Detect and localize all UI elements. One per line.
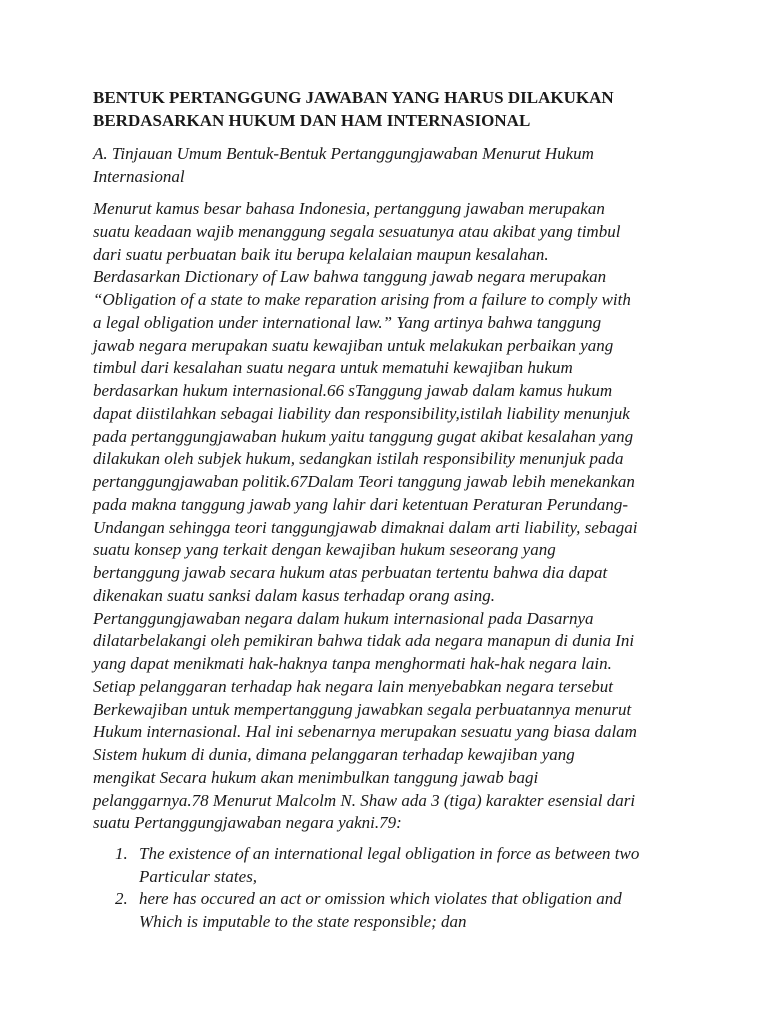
title-line: BERDASARKAN HUKUM DAN HAM INTERNASIONAL [93, 111, 531, 130]
document-page [93, 86, 683, 933]
obligation-list [93, 843, 683, 933]
body-line: dikenakan suatu sanksi dalam kasus terhadap orang asing. [93, 585, 496, 605]
body-line: Setiap pelanggaran terhadap hak negara lain menyebabkan negara tersebut [93, 676, 613, 696]
body-line: pada makna tanggung jawab yang lahir dari ketentuan Peraturan Perundang- [93, 494, 628, 514]
subheading-line: Internasional [93, 167, 185, 186]
subheading-line: A. Tinjauan Umum Bentuk-Bentuk Pertanggungjawaban Menurut Hukum [93, 144, 594, 163]
body-line: jawab negara merupakan suatu kewajiban untuk melakukan perbaikan yang [93, 335, 614, 355]
body-line: yang dapat menikmati hak-haknya tanpa menghormati hak-hak negara lain. [93, 654, 612, 673]
body-line: bertanggung jawab secara hukum atas perbuatan tertentu bahwa dia dapat [93, 563, 608, 582]
body-line: timbul dari kesalahan suatu negara untuk mematuhi kewajiban hukum [93, 358, 573, 378]
body-line: dilakukan oleh subjek hukum, sedangkan istilah responsibility menunjuk pada [93, 449, 624, 469]
list-item-number: 1. [115, 844, 128, 863]
body-line: dapat diistilahkan sebagai liability dan responsibility,istilah liability menunjuk [93, 403, 630, 423]
body-line: Sistem hukum di dunia, dimana pelanggaran terhadap kewajiban yang [93, 745, 575, 764]
body-line: Pertanggungjawaban negara dalam hukum internasional pada Dasarnya [93, 608, 594, 628]
body-line: dilatarbelakangi oleh pemikiran bahwa tidak ada negara manapun di dunia Ini [93, 631, 635, 651]
list-item-line: The existence of an international legal obligation in force as between two [139, 844, 640, 863]
body-line: pada pertanggungjawaban hukum yaitu tanggung gugat akibat kesalahan yang [93, 426, 634, 446]
body-line: Undangan sehingga teori tanggungjawab dimaknai dalam arti liability, sebagai [93, 517, 638, 537]
list-item-number: 2. [115, 889, 128, 908]
body-line: “Obligation of a state to make reparation arising from a failure to comply with [93, 290, 631, 309]
document-title [93, 86, 683, 132]
body-line: Berdasarkan Dictionary of Law bahwa tanggung jawab negara merupakan [93, 267, 607, 287]
body-line: Hukum internasional. Hal ini sebenarnya merupakan sesuatu yang biasa dalam [93, 722, 637, 742]
body-line: berdasarkan hukum internasional.66 sTanggung jawab dalam kamus hukum [93, 381, 613, 400]
body-line: a legal obligation under international law.” Yang artinya bahwa tanggung [93, 312, 602, 332]
title-line: BENTUK PERTANGGUNG JAWABAN YANG HARUS DILAKUKAN [93, 88, 614, 107]
list-item-line: Which is imputable to the state responsible; dan [139, 911, 467, 931]
body-line: pertanggungjawaban politik.67Dalam Teori tanggung jawab lebih menekankan [93, 472, 635, 491]
list-item-line: here has occured an act or omission which violates that obligation and [139, 889, 622, 908]
body-line: Menurut kamus besar bahasa Indonesia, pertanggung jawaban merupakan [93, 199, 605, 218]
list-item-line: Particular states, [139, 866, 258, 886]
body-line: pelanggarnya.78 Menurut Malcolm N. Shaw ada 3 (tiga) karakter esensial dari [93, 790, 636, 810]
body-paragraph [93, 198, 683, 835]
body-line: suatu keadaan wajib menanggung segala sesuatunya atau akibat yang timbul [93, 221, 621, 241]
body-line: mengikat Secara hukum akan menimbulkan tanggung jawab bagi [93, 767, 539, 787]
body-line: suatu Pertanggungjawaban negara yakni.79: [93, 813, 402, 833]
body-line: dari suatu perbuatan baik itu berupa kelalaian maupun kesalahan. [93, 244, 549, 264]
body-line: Berkewajiban untuk mempertanggung jawabkan segala perbuatannya menurut [93, 699, 632, 719]
list-item [93, 843, 683, 888]
section-subheading [93, 142, 683, 188]
body-line: suatu konsep yang terkait dengan kewajiban hukum seseorang yang [93, 540, 556, 560]
list-item [93, 888, 683, 933]
